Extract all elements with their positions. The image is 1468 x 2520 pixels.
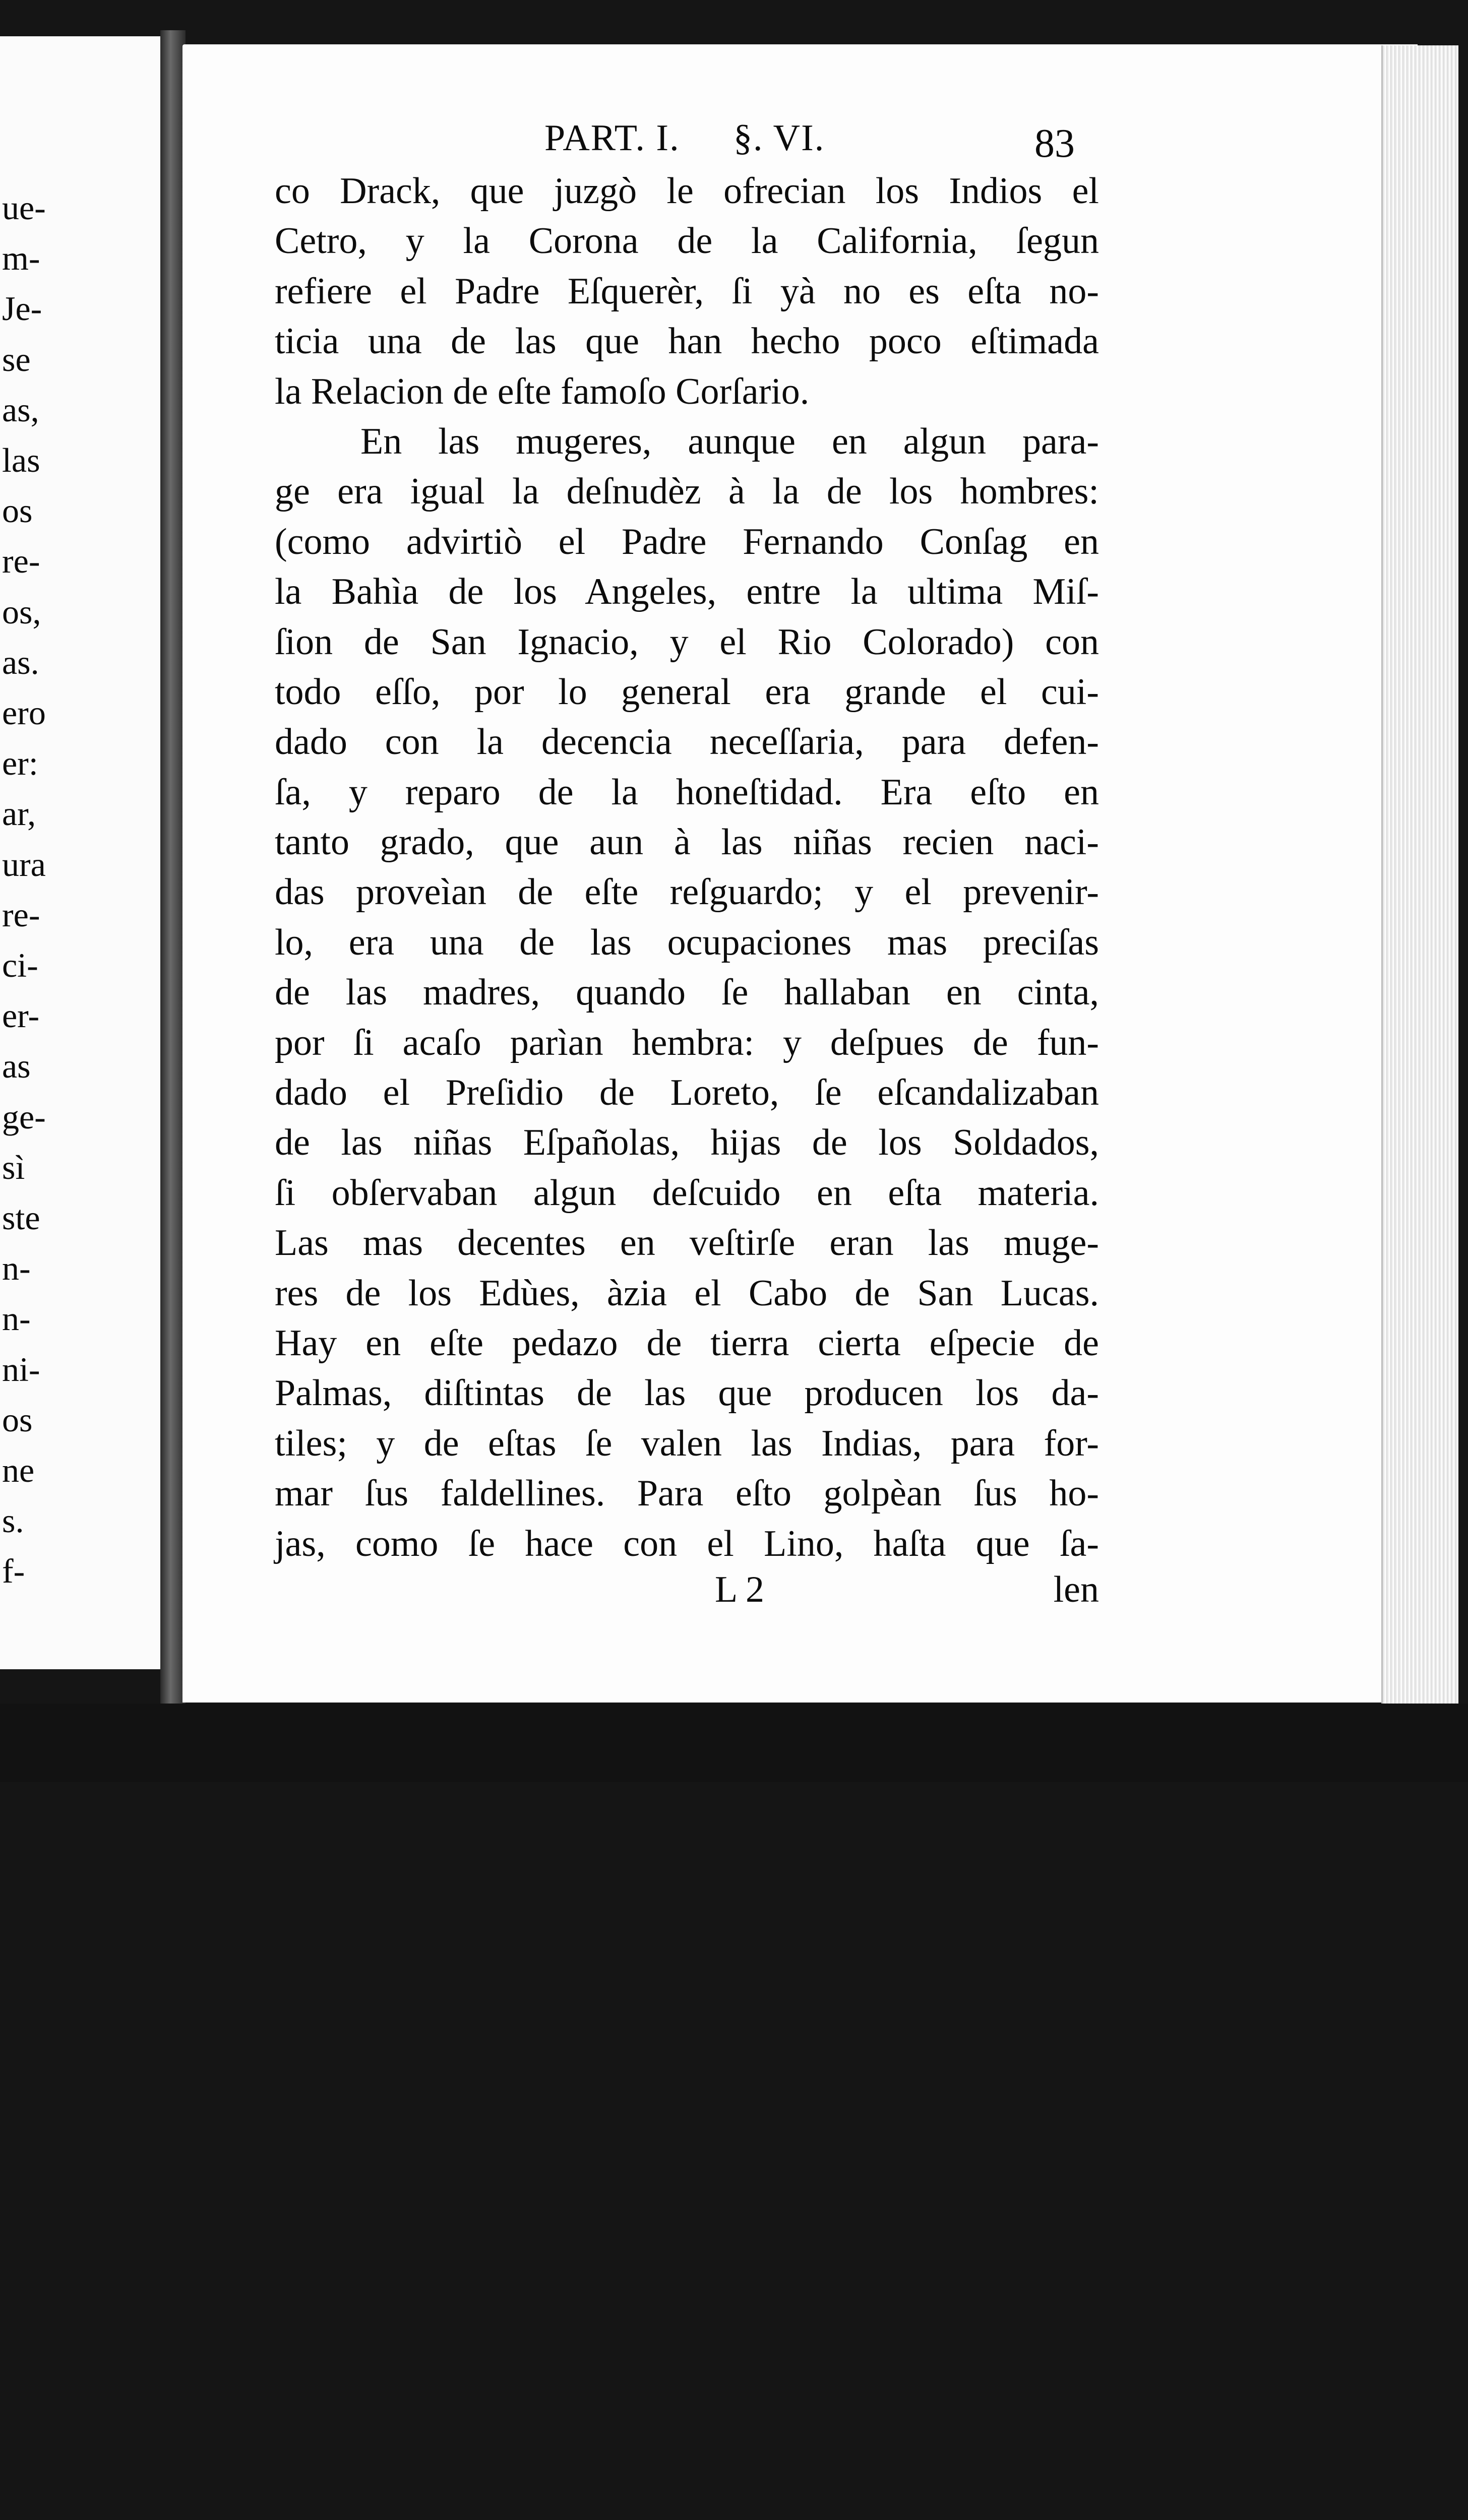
left-page-fragment: os, [2,592,41,631]
text-line: refiere el Padre Eſquerèr, ſi yà no es eſta no- [275,270,1099,312]
text-line: En las mugeres, aunque en algun para- [360,420,1099,462]
left-page-fragment: os [2,491,33,530]
text-line: (como advirtiò el Padre Fernando Conſag en [275,521,1099,562]
left-page-fragment: as, [2,390,39,429]
left-page-fragment: se [2,340,31,379]
left-page-fragment: ci- [2,946,38,985]
text-line: tiles; y de eſtas ſe valen las Indias, para for- [275,1422,1099,1464]
left-page-fragment: m- [2,239,40,278]
left-page-fragment: er- [2,996,40,1035]
text-line: res de los Edùes, àzia el Cabo de San Lucas. [275,1272,1099,1314]
text-line: ſa, y reparo de la honeſtidad. Era eſto en [275,771,1099,813]
left-page-fragment: er: [2,744,38,783]
left-page-fragment: las [2,441,40,480]
text-line: de las madres, quando ſe hallaban en cinta, [275,972,1099,1014]
text-line: Las mas decentes en veſtirſe eran las muge- [275,1222,1099,1264]
text-line: das proveìan de eſte reſguardo; y el prevenir- [275,871,1099,913]
text-line: Palmas, diſtintas de las que producen los da- [275,1372,1099,1414]
signature-mark: L 2 [715,1569,764,1610]
background-bottom [0,1704,1468,1782]
text-line: tanto grado, que aun à las niñas recien naci- [275,822,1099,863]
left-page-fragment: as [2,1047,31,1086]
running-head-section: §. VI. [733,117,825,159]
text-line: ſi obſervaban algun deſcuido en eſta materia. [275,1172,1099,1214]
left-facing-page [0,36,163,1669]
text-line: ge era igual la deſnudèz à la de los hombres: [275,471,1099,513]
text-line: mar ſus faldellines. Para eſto golpèan ſus ho- [275,1473,1099,1515]
text-line: ſion de San Ignacio, y el Rio Colorado) con [275,621,1099,663]
text-line: de las niñas Eſpañolas, hijas de los Soldados, [275,1122,1099,1164]
body-text [275,166,1099,1569]
left-page-fragment: os [2,1400,33,1439]
left-page-fragment: ste [2,1199,40,1237]
text-line: la Bahìa de los Angeles, entre la ultima Miſ- [275,571,1099,613]
left-page-fragment: ero [2,694,46,732]
left-page-fragment: s. [2,1501,24,1540]
text-line: todo eſſo, por lo general era grande el cui- [275,671,1099,713]
catchword: len [1053,1569,1099,1610]
left-page-fragment: ni- [2,1350,40,1389]
running-head [282,117,1089,165]
left-page-fragment: n- [2,1299,31,1338]
page-edges [1381,45,1458,1739]
left-page-fragment: as. [2,643,39,681]
left-page-fragment: n- [2,1249,31,1288]
left-page-fragment: f- [2,1552,25,1591]
gutter-shadow [160,30,186,1704]
left-page-fragment: ura [2,845,46,884]
left-page-fragment: re- [2,542,40,581]
page-number: 83 [1034,121,1075,166]
text-line: dado el Preſidio de Loreto, ſe eſcandalizaban [275,1072,1099,1114]
left-page-fragment: ue- [2,188,46,227]
text-line: por ſi acaſo parìan hembra: y deſpues de fun- [275,1022,1099,1063]
text-line: lo, era una de las ocupaciones mas preciſas [275,921,1099,963]
left-page-fragment: re- [2,895,40,934]
text-line: jas, como ſe hace con el Lino, haſta que ſa- [275,1523,1099,1564]
catchline [275,1568,1099,1619]
text-line: ticia una de las que han hecho poco eſtimada [275,321,1099,362]
left-page-fragment: ge- [2,1097,46,1136]
left-page-fragment: sì [2,1148,25,1186]
left-page-fragment: Je- [2,289,42,328]
text-line: dado con la decencia neceſſaria, para defen- [275,721,1099,763]
left-page-fragment: ne [2,1451,35,1490]
text-line: la Relacion de eſte famoſo Corſario. [275,370,810,412]
text-line: co Drack, que juzgò le ofrecian los Indios el [275,170,1099,212]
left-page-fragment: ar, [2,794,36,833]
running-head-part: PART. I. [544,117,680,159]
left-page-text-fragments [2,182,46,1597]
text-line: Cetro, y la Corona de la California, ſegun [275,220,1099,262]
text-line: Hay en eſte pedazo de tierra cierta eſpecie de [275,1322,1099,1364]
